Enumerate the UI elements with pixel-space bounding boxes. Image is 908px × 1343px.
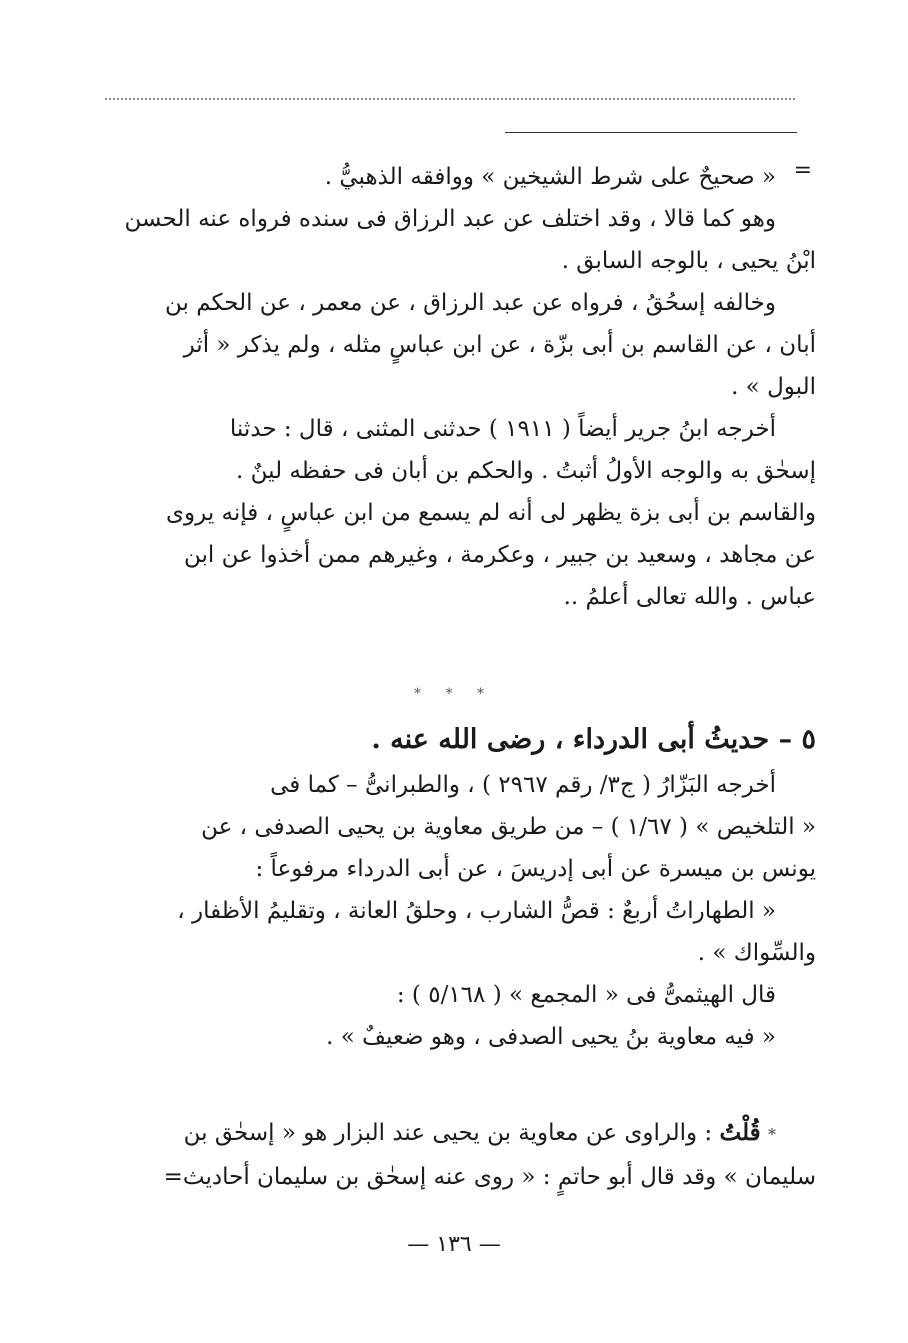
text-line: والسِّواك » .	[697, 940, 816, 966]
final-paragraph	[116, 1112, 816, 1198]
text-line: يونس بن ميسرة عن أبى إدريسَ ، عن أبى الدرداء مرفوعاً :	[255, 856, 816, 882]
text-line: ابْنُ يحيى ، بالوجه السابق .	[561, 248, 816, 274]
page-number: — ١٣٦ —	[407, 1232, 501, 1257]
final-paragraph-line-1	[116, 1112, 816, 1156]
text-line: « الطهاراتُ أربعٌ : قصُّ الشارب ، وحلقُ العانة ، وتقليمُ الأظفار ،	[177, 898, 776, 924]
text-line: أبان ، عن القاسم بن أبى بزّة ، عن ابن عباسٍ مثله ، ولم يذكر « أثر	[183, 332, 816, 358]
final-paragraph-line-1-rest: : والراوى عن معاوية بن يحيى عند البزار هو « إسحٰق بن	[183, 1120, 720, 1146]
paragraph	[116, 1016, 816, 1058]
final-paragraph-line-2: سليمان » وقد قال أبو حاتمٍ : « روى عنه إسحٰق بن سليمان أحاديث=	[163, 1164, 816, 1190]
paragraph	[116, 408, 816, 618]
text-line: « فيه معاوية بنُ يحيى الصدفى ، وهو ضعيفٌ » .	[326, 1024, 776, 1050]
text-line: « صحيحٌ على شرط الشيخين » ووافقه الذهبيُّ .	[324, 164, 776, 190]
section-heading: ٥ – حديثُ أبى الدرداء ، رضى الله عنه .	[371, 724, 816, 755]
text-line: وهو كما قالا ، وقد اختلف عن عبد الرزاق فى سنده فرواه عنه الحسن	[124, 206, 776, 232]
text-line: « التلخيص » ( ١/٦٧ ) – من طريق معاوية بن يحيى الصدفى ، عن	[201, 814, 816, 840]
paragraph	[116, 282, 816, 408]
footnote-separator-rule	[505, 132, 797, 133]
paragraph	[116, 764, 816, 890]
paragraph	[116, 156, 816, 198]
text-line: إسحٰق به والوجه الأولُ أثبتُ . والحكم بن أبان فى حفظه لينٌ .	[236, 458, 816, 484]
star-marker: *	[768, 1125, 776, 1144]
section-separator: * * *	[414, 686, 494, 702]
text-line: والقاسم بن أبى بزة يظهر لى أنه لم يسمع من ابن عباسٍ ، فإنه يروى	[166, 500, 816, 526]
text-line: قال الهيثمىُّ فى « المجمع » ( ٥/١٦٨ ) :	[396, 982, 776, 1008]
footnote-text-bottom	[116, 764, 816, 1058]
paragraph	[116, 198, 816, 282]
text-line: عباس . والله تعالى أعلمُ ..	[563, 584, 816, 610]
text-line: البول » .	[731, 374, 816, 400]
text-line: وخالفه إسحُقُ ، فرواه عن عبد الرزاق ، عن معمر ، عن الحكم بن	[165, 290, 776, 316]
paragraph	[116, 974, 816, 1016]
paragraph	[116, 890, 816, 974]
text-line: عن مجاهد ، وسعيد بن جبير ، وعكرمة ، وغيرهم ممن أخذوا عن ابن	[183, 542, 816, 568]
continuation-mark: =	[793, 158, 812, 183]
text-line: أخرجه ابنُ جرير أيضاً ( ١٩١١ ) حدثنى المثنى ، قال : حدثنا	[229, 416, 776, 442]
header-dotted-rule	[105, 98, 795, 100]
text-line: أخرجه البَزّارُ ( ج٣/ رقم ٢٩٦٧ ) ، والطبرانىُّ – كما فى	[270, 772, 776, 798]
qultu-word: قُلْتُ	[719, 1119, 761, 1146]
footnote-text-top	[116, 156, 816, 618]
